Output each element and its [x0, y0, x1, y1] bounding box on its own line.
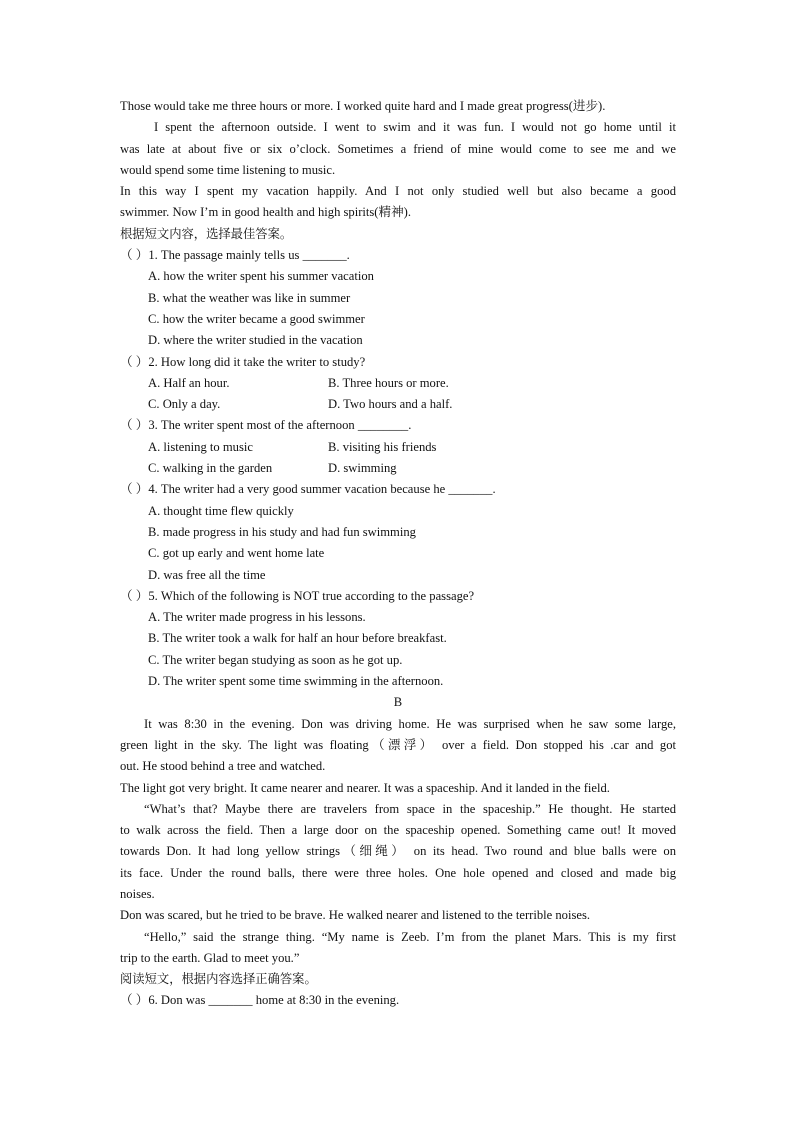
question-4-option-b: B. made progress in his study and had fun swimming — [148, 524, 416, 539]
passage-b-line-3: out. He stood behind a tree and watched. — [120, 759, 326, 774]
passage-a-line-5: In this way I spent my vacation happily. And I not only studied well but also became a good — [120, 184, 676, 199]
question-3-option-d: D. swimming — [328, 461, 397, 476]
question-3-option-c: C. walking in the garden — [148, 461, 273, 476]
passage-b-line-7: towards Don. It had long yellow strings（细绳） on its head. Two round and blue balls were on — [120, 844, 676, 859]
question-1-option-b: B. what the weather was like in summer — [148, 290, 351, 305]
passage-b-line-10: Don was scared, but he tried to be brave. He walked nearer and listened to the terrible noises. — [120, 908, 590, 923]
passage-a-line-3: was late at about five or six o’clock. Sometimes a friend of mine would come to see me and we — [120, 141, 676, 156]
passage-b-line-1: It was 8:30 in the evening. Don was driving home. He was surprised when he saw some large, — [144, 716, 676, 731]
passage-a-line-6: swimmer. Now I’m in good health and high spirits(精神). — [120, 205, 412, 220]
question-2-option-c: C. Only a day. — [148, 397, 221, 412]
question-2-stem: （ ）2. How long did it take the writer to study? — [120, 354, 366, 369]
question-1-stem: （ ）1. The passage mainly tells us _______. — [120, 248, 350, 263]
passage-b-line-4: The light got very bright. It came nearer and nearer. It was a spaceship. And it landed in the field. — [120, 780, 610, 795]
passage-b-line-9: noises. — [120, 886, 155, 901]
question-5-option-d: D. The writer spent some time swimming in the afternoon. — [148, 674, 444, 689]
question-5-option-c: C. The writer began studying as soon as he got up. — [148, 652, 403, 667]
question-3-options-row-2 — [120, 458, 676, 479]
instruction-b: 阅读短文，根据内容选择正确答案。 — [120, 972, 317, 987]
question-3-stem: （ ）3. The writer spent most of the afternoon ________. — [120, 418, 412, 433]
document-page — [120, 96, 676, 1012]
question-5-option-b: B. The writer took a walk for half an hour before breakfast. — [148, 631, 447, 646]
question-4-option-d: D. was free all the time — [148, 567, 266, 582]
passage-b-line-12: trip to the earth. Glad to meet you.” — [120, 950, 300, 965]
question-5-stem: （ ）5. Which of the following is NOT true according to the passage? — [120, 588, 475, 603]
passage-b-line-5: “What’s that? Maybe there are travelers from space in the spaceship.” He thought. He started — [144, 801, 676, 816]
question-3-option-a: A. listening to music — [148, 439, 253, 454]
passage-b-line-2: green light in the sky. The light was floating（漂浮） over a field. Don stopped his .car and got — [120, 737, 676, 752]
question-3-option-b: B. visiting his friends — [328, 439, 437, 454]
question-2-options-row-2 — [120, 394, 676, 415]
passage-b-line-8: its face. Under the round balls, there were three holes. One hole opened and closed and made big — [120, 865, 676, 880]
passage-b-line-6: to walk across the field. Then a large door on the spaceship opened. Something came out! It moved — [120, 823, 676, 838]
question-4-option-c: C. got up early and went home late — [148, 546, 325, 561]
question-4-stem: （ ）4. The writer had a very good summer vacation because he _______. — [120, 482, 496, 497]
question-2-option-b: B. Three hours or more. — [328, 375, 449, 390]
question-2-option-a: A. Half an hour. — [148, 375, 230, 390]
passage-a-line-2: I spent the afternoon outside. I went to swim and it was fun. I would not go home until it — [154, 120, 676, 135]
question-4-option-a: A. thought time flew quickly — [148, 503, 294, 518]
question-1-option-d: D. where the writer studied in the vacation — [148, 333, 363, 348]
question-5-option-a: A. The writer made progress in his lessons. — [148, 610, 366, 625]
question-1-option-a: A. how the writer spent his summer vacation — [148, 269, 374, 284]
instruction-a: 根据短文内容，选择最佳答案。 — [120, 226, 293, 241]
question-2-option-d: D. Two hours and a half. — [328, 397, 453, 412]
section-b-heading: B — [393, 695, 403, 710]
question-6-stem: （ ）6. Don was _______ home at 8:30 in the evening. — [120, 993, 400, 1008]
question-1-option-c: C. how the writer became a good swimmer — [148, 311, 365, 326]
question-3-options-row-1 — [120, 437, 676, 458]
passage-a-line-1: Those would take me three hours or more. I worked quite hard and I made great progress(进步). — [120, 99, 606, 113]
passage-b-line-11: “Hello,” said the strange thing. “My name is Zeeb. I’m from the planet Mars. This is my first — [144, 929, 676, 944]
question-2-options-row-1 — [120, 373, 676, 394]
passage-a-line-4: would spend some time listening to music. — [120, 162, 336, 177]
